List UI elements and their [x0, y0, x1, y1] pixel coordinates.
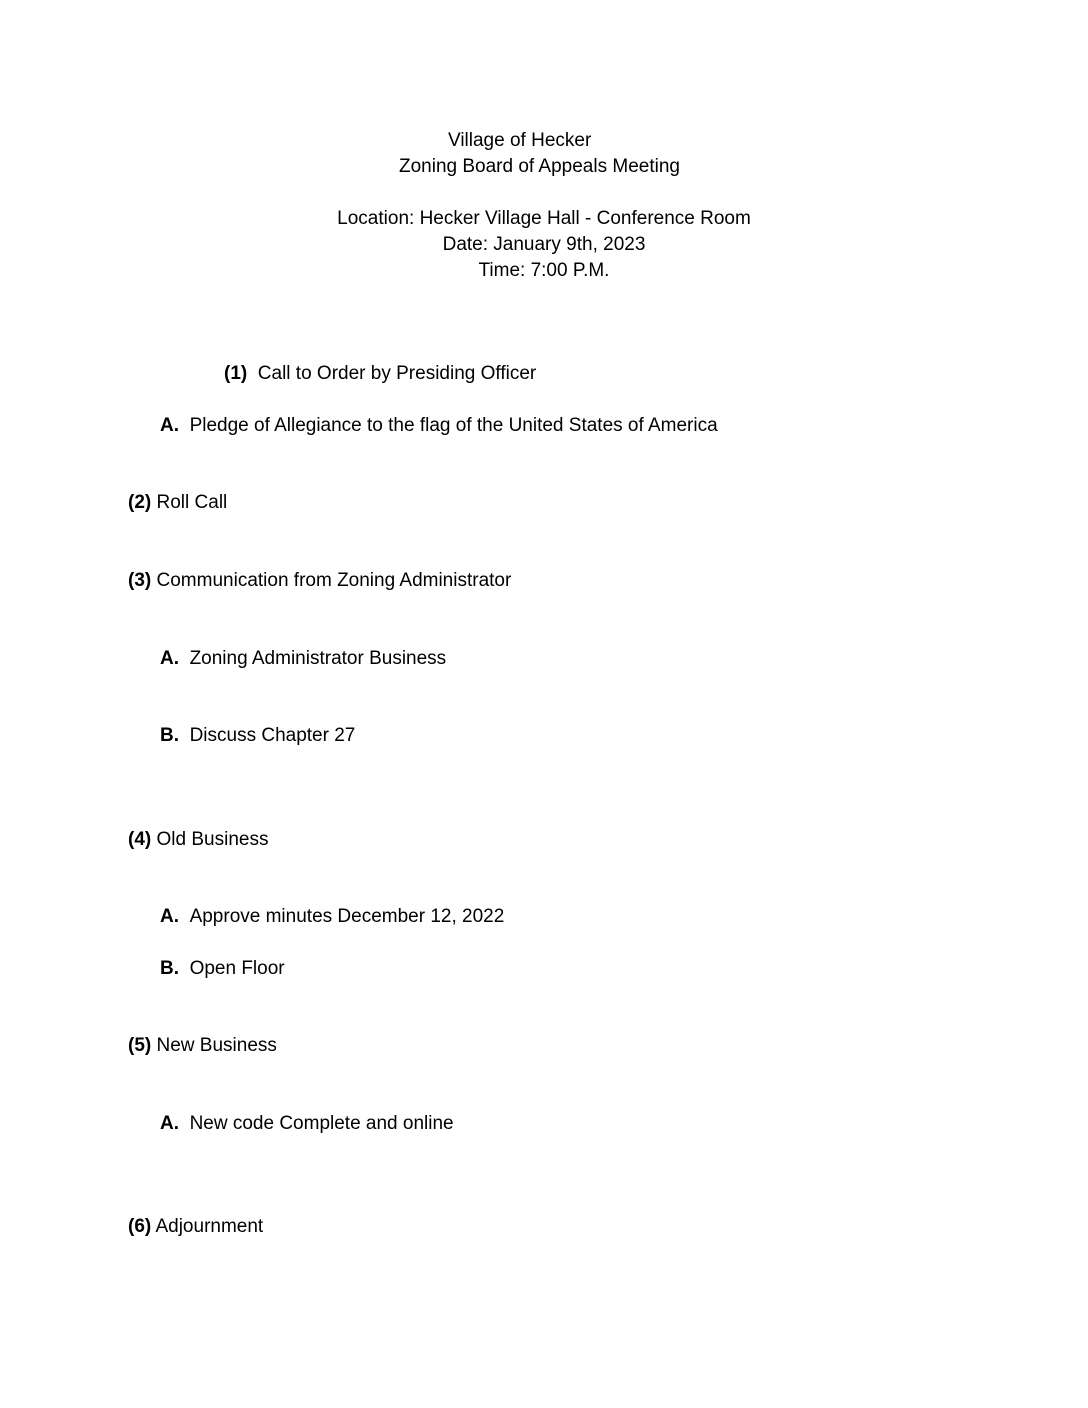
item-text: Communication from Zoning Administrator	[156, 570, 512, 591]
item-text: New Business	[156, 1035, 277, 1056]
subitem-text: New code Complete and online	[189, 1113, 454, 1134]
meeting-title: Zoning Board of Appeals Meeting	[399, 156, 680, 177]
agenda-item-3	[128, 571, 511, 590]
agenda-item-4	[128, 830, 268, 849]
item-text: Adjournment	[155, 1216, 264, 1237]
subitem-letter: A.	[160, 415, 179, 436]
subitem-letter: B.	[160, 725, 179, 746]
subitem-letter: B.	[160, 958, 179, 979]
meeting-location: Location: Hecker Village Hall - Conference Room	[337, 208, 751, 229]
item-text: Roll Call	[156, 492, 228, 513]
subitem-text: Approve minutes December 12, 2022	[189, 906, 505, 927]
item-number: (6)	[128, 1216, 152, 1237]
subitem-letter: A.	[160, 906, 179, 927]
agenda-subitem-3a	[160, 649, 446, 668]
agenda-subitem-1a	[160, 416, 718, 435]
item-number: (3)	[128, 570, 152, 591]
item-text: Call to Order by Presiding Officer	[257, 363, 537, 384]
meeting-time: Time: 7:00 P.M.	[478, 260, 610, 281]
subitem-text: Zoning Administrator Business	[189, 648, 447, 669]
agenda-item-2	[128, 493, 227, 512]
agenda-subitem-4a	[160, 907, 504, 926]
agenda-subitem-4b	[160, 959, 285, 978]
item-number: (4)	[128, 829, 152, 850]
meeting-date: Date: January 9th, 2023	[442, 234, 646, 255]
agenda-item-6	[128, 1217, 263, 1236]
item-number: (2)	[128, 492, 152, 513]
subitem-letter: A.	[160, 1113, 179, 1134]
agenda-item-5	[128, 1036, 277, 1055]
village-name: Village of Hecker	[448, 130, 592, 151]
item-text: Old Business	[156, 829, 269, 850]
subitem-text: Discuss Chapter 27	[189, 725, 356, 746]
agenda-item-1	[224, 364, 536, 383]
agenda-subitem-5a	[160, 1114, 454, 1133]
item-number: (5)	[128, 1035, 152, 1056]
item-number: (1)	[224, 363, 248, 384]
agenda-subitem-3b	[160, 726, 355, 745]
subitem-text: Open Floor	[189, 958, 285, 979]
subitem-text: Pledge of Allegiance to the flag of the United States of America	[189, 415, 718, 436]
subitem-letter: A.	[160, 648, 179, 669]
